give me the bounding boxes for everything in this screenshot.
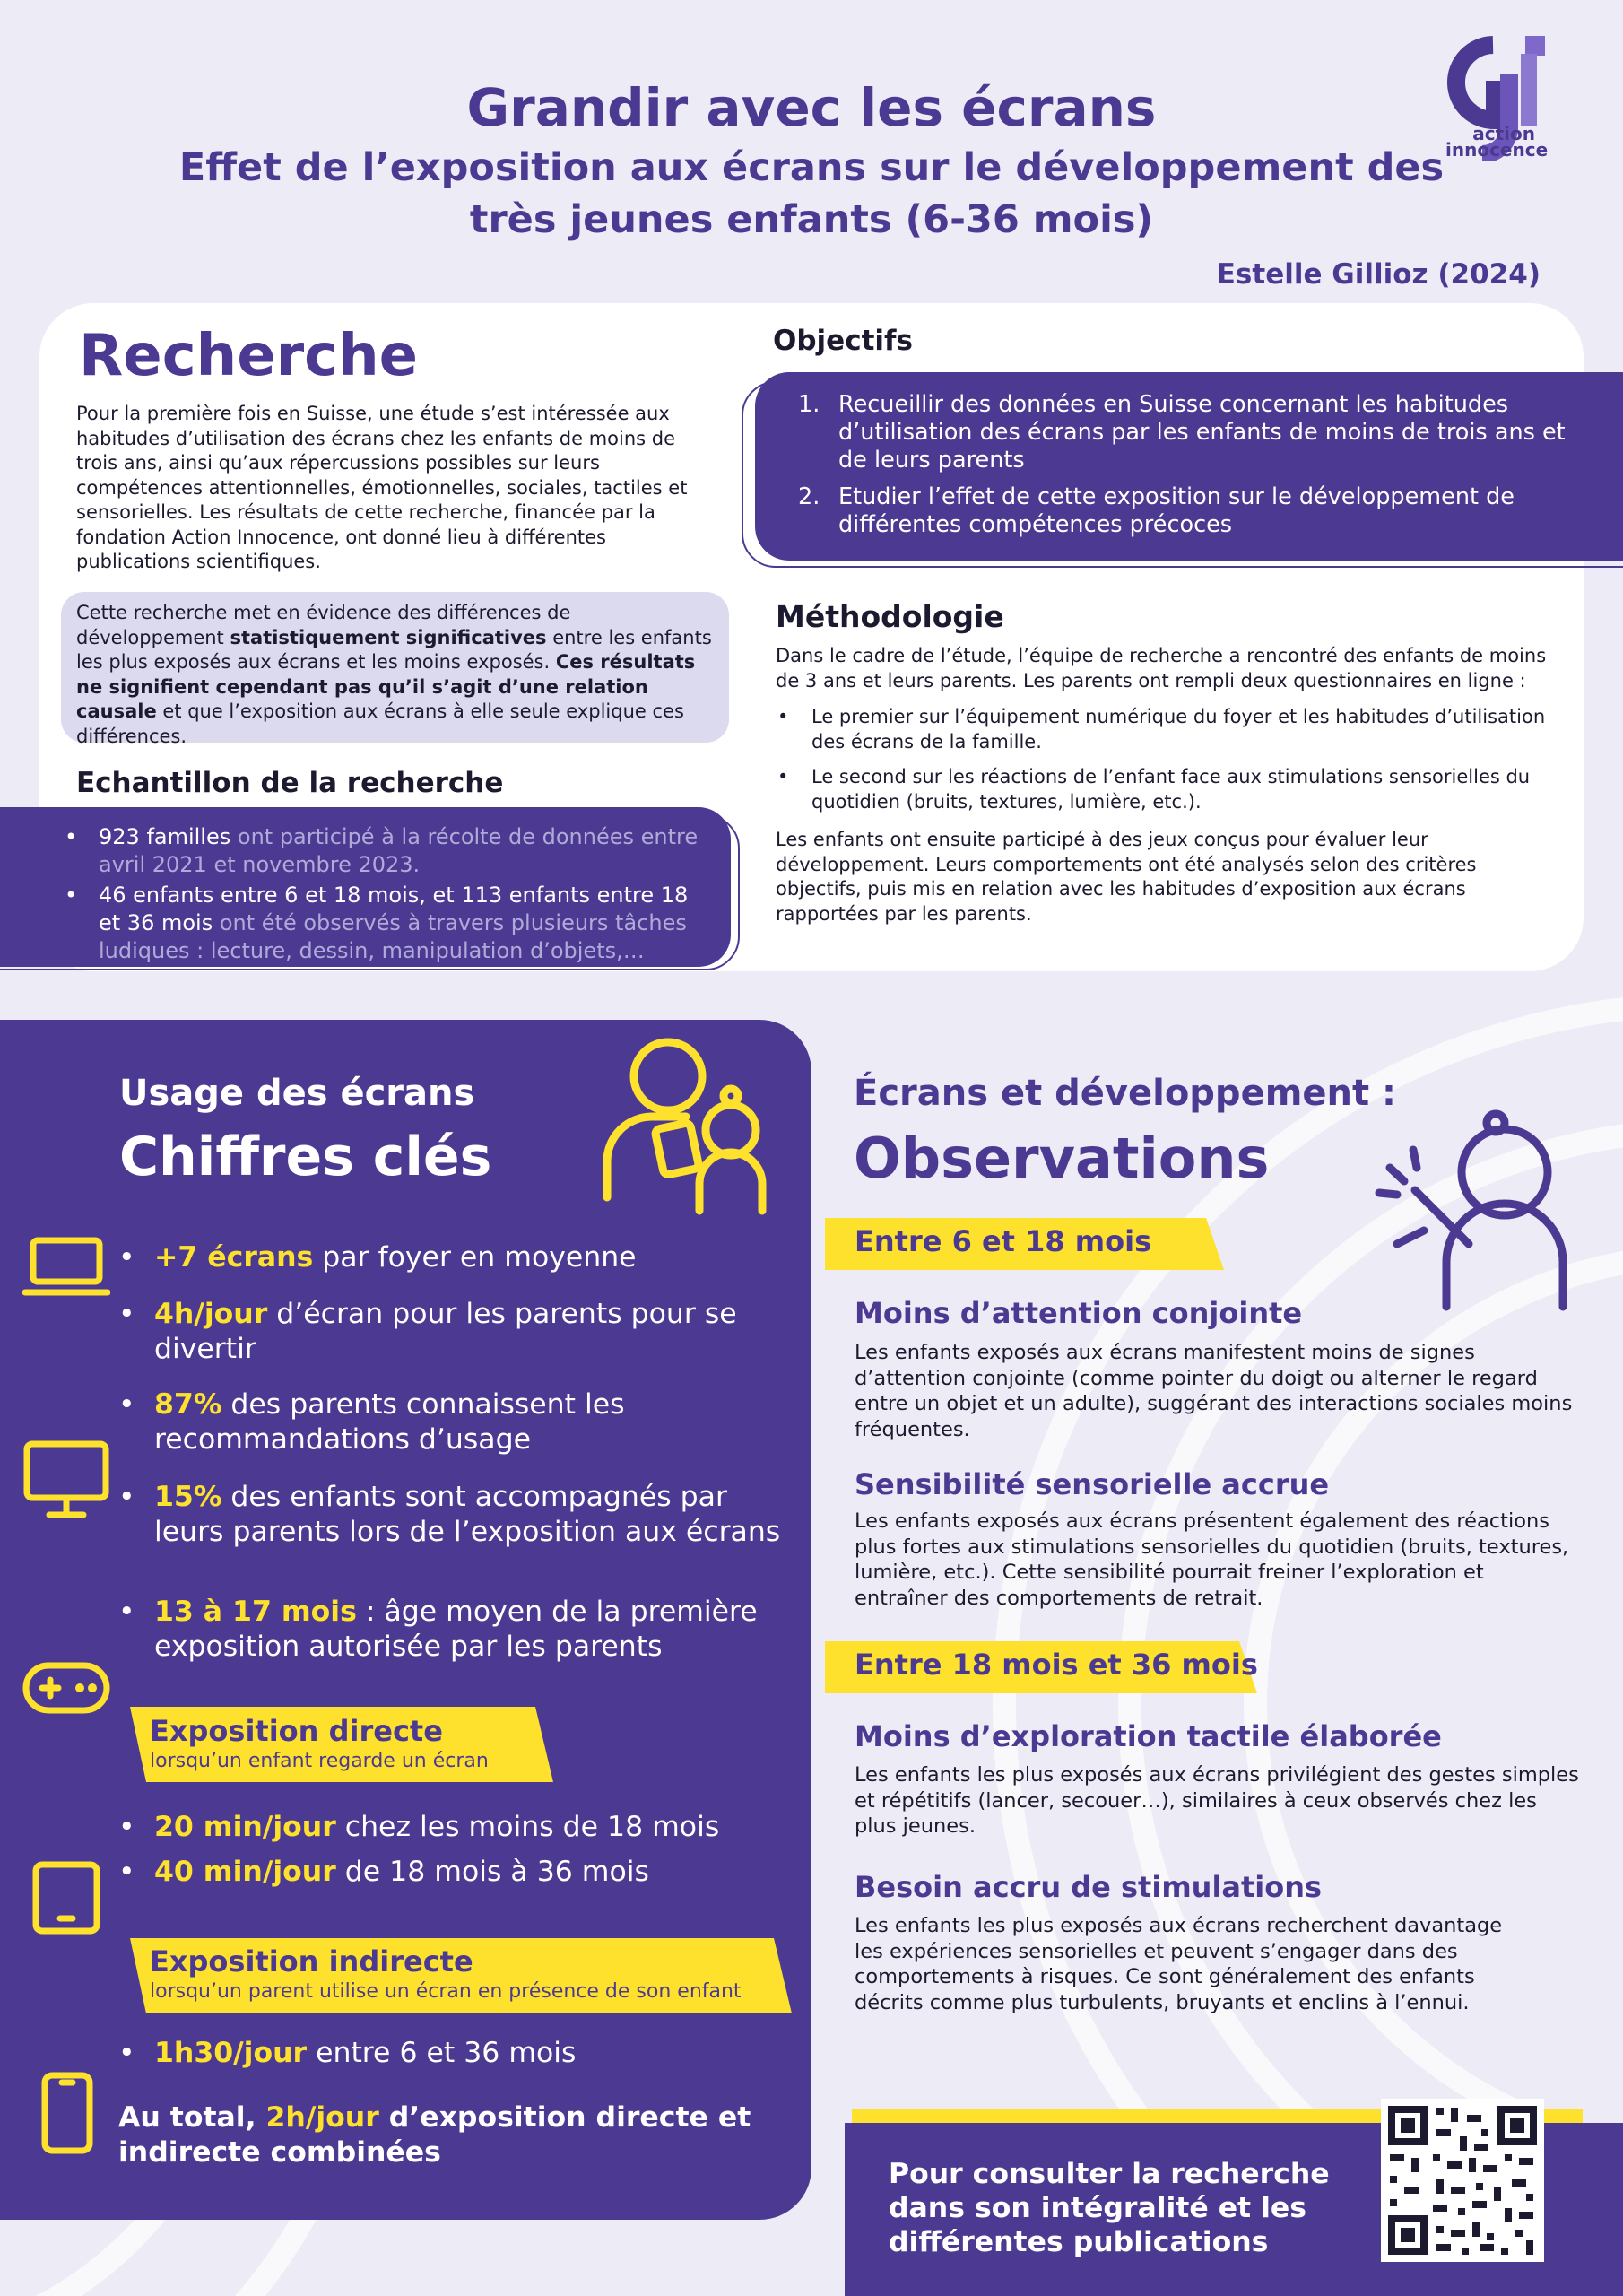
key-figure-item: • 4h/jour d’écran pour les parents pour se divertir xyxy=(118,1298,737,1365)
direct-exposure-subtitle: lorsqu’un enfant regarde un écran xyxy=(150,1750,489,1772)
key-figure-item: • 15% des enfants sont accompagnés par leurs parents lors de l’exposition aux écrans xyxy=(118,1481,781,1548)
sample-heading: Echantillon de la recherche xyxy=(76,767,504,799)
research-note: Cette recherche met en évidence des différences de développement statistiquement significatives entre les enfants les plus exposés aux écrans et les moins exposés. Ces résultats ne signifient cependant pas qu’il s’agit d’une relation causale et que l’exposition aux écrans à elle seule explique ces différences. xyxy=(76,602,712,747)
key-figures-heading: Chiffres clés xyxy=(119,1126,492,1188)
usage-heading: Usage des écrans xyxy=(119,1073,475,1114)
cta-text: Pour consulter la recherche dans son intégralité et les différentes publications xyxy=(889,2158,1330,2258)
research-intro: Pour la première fois en Suisse, une étude s’est intéressée aux habitudes d’utilisation des écrans chez les enfants de moins de trois ans, ainsi qu’aux répercussions possibles sur leurs compétences attentionnelles, émotionnelles, sociales, tactiles et sensorielles. Les résultats de cette recherche, financée par la fondation Action Innocence, ont donné lieu à différentes publications scientifiques. xyxy=(76,403,688,572)
list-item: • 923 familles ont participé à la récolte de données entre avril 2021 et novembre 2023. xyxy=(63,823,708,879)
monitor-icon xyxy=(22,1439,110,1520)
total-exposure: Au total, 2h/jour d’exposition directe et indirecte combinées xyxy=(118,2101,751,2169)
logo-text: action innocence xyxy=(1445,123,1549,161)
objectives-heading: Objectifs xyxy=(773,325,913,357)
age-band-18-36: Entre 18 mois et 36 mois xyxy=(855,1648,1258,1682)
observation-text: Les enfants les plus exposés aux écrans recherchent davantage les expériences sensorielles et peuvent s’engager dans des comportements à risques. Ce sont généralement des enfants décrits comme plus turbulents, bruyants et enclins à l’ennui. xyxy=(855,1914,1503,2014)
research-heading: Recherche xyxy=(79,323,419,389)
key-figure-item: • 40 min/jour de 18 mois à 36 mois xyxy=(118,1856,649,1888)
phone-icon xyxy=(40,2072,94,2154)
methodology-outro: Les enfants ont ensuite participé à des jeux conçus pour évaluer leur développement. Leurs comportements ont été analysés selon des critères objectifs, puis mis en relation avec les habitudes d’exposition aux écrans rapportées par les parents. xyxy=(776,829,1477,925)
direct-exposure-title: Exposition directe xyxy=(150,1714,443,1748)
child-pointing-icon xyxy=(1370,1096,1569,1311)
objectives-list xyxy=(798,391,1587,548)
list-item: 2. Etudier l’effet de cette exposition sur le développement de différentes compétences précoces xyxy=(798,483,1515,538)
qr-code[interactable] xyxy=(1381,2099,1544,2262)
observation-title: Moins d’attention conjointe xyxy=(855,1296,1303,1330)
poster-subtitle: Effet de l’exposition aux écrans sur le développement des très jeunes enfants (6-36 mois) xyxy=(178,145,1445,242)
observations-subheading: Écrans et développement : xyxy=(854,1073,1397,1114)
parent-child-screen-icon xyxy=(596,1031,776,1220)
key-figure-item: • 20 min/jour chez les moins de 18 mois xyxy=(118,1811,720,1843)
poster-author: Estelle Gillioz (2024) xyxy=(1216,258,1541,291)
poster-title: Grandir avec les écrans xyxy=(466,77,1157,138)
observation-title: Moins d’exploration tactile élaborée xyxy=(855,1719,1442,1753)
indirect-exposure-subtitle: lorsqu’un parent utilise un écran en présence de son enfant xyxy=(150,1980,742,2003)
indirect-exposure-title: Exposition indirecte xyxy=(150,1944,473,1979)
gamepad-icon xyxy=(22,1661,110,1715)
key-figure-item: • 13 à 17 mois : âge moyen de la première exposition autorisée par les parents xyxy=(118,1596,758,1663)
observations-heading: Observations xyxy=(854,1126,1270,1191)
observation-text: Les enfants exposés aux écrans manifestent moins de signes d’attention conjointe (comme pointer du doigt ou alterner le regard entre un objet et un adulte), suggérant des interactions sociales moins fréquentes. xyxy=(855,1341,1573,1441)
methodology-heading: Méthodologie xyxy=(776,599,1004,634)
sample-list xyxy=(63,823,708,968)
list-item: • Le second sur les réactions de l’enfant face aux stimulations sensorielles du quotidien (bruits, textures, lumière, etc.). xyxy=(777,766,1531,813)
age-band-6-18: Entre 6 et 18 mois xyxy=(855,1224,1152,1258)
key-figure-item: • +7 écrans par foyer en moyenne xyxy=(118,1241,637,1274)
tablet-icon xyxy=(31,1861,101,1935)
methodology-intro: Dans le cadre de l’étude, l’équipe de recherche a rencontré des enfants de moins de 3 ans et leurs parents. Les parents ont rempli deux questionnaires en ligne : xyxy=(776,645,1547,691)
observation-title: Besoin accru de stimulations xyxy=(855,1870,1323,1904)
list-item: 1. Recueillir des données en Suisse concernant les habitudes d’utilisation des écrans par les enfants de moins de trois ans et de leurs parents xyxy=(798,391,1566,474)
key-figure-item: • 1h30/jour entre 6 et 36 mois xyxy=(118,2037,577,2069)
list-item: • 46 enfants entre 6 et 18 mois, et 113 enfants entre 18 et 36 mois ont été observés à travers plusieurs tâches ludiques : lecture, dessin, manipulation d’objets,… xyxy=(63,882,708,965)
laptop-icon xyxy=(22,1236,110,1299)
list-item: • Le premier sur l’équipement numérique du foyer et les habitudes d’utilisation des écrans de la famille. xyxy=(777,706,1546,752)
observation-text: Les enfants les plus exposés aux écrans privilégient des gestes simples et répétitifs (lancer, secouer…), similaires à ceux observés chez les plus jeunes. xyxy=(855,1763,1579,1838)
observation-text: Les enfants exposés aux écrans présentent également des réactions plus fortes aux stimulations sensorielles du quotidien (bruits, textures, lumière, etc.). Cette sensibilité pourrait freiner l’exploration et entraîner des comportements de retrait. xyxy=(855,1509,1569,1610)
key-figure-item: • 87% des parents connaissent les recommandations d’usage xyxy=(118,1388,625,1456)
observation-title: Sensibilité sensorielle accrue xyxy=(855,1467,1330,1501)
